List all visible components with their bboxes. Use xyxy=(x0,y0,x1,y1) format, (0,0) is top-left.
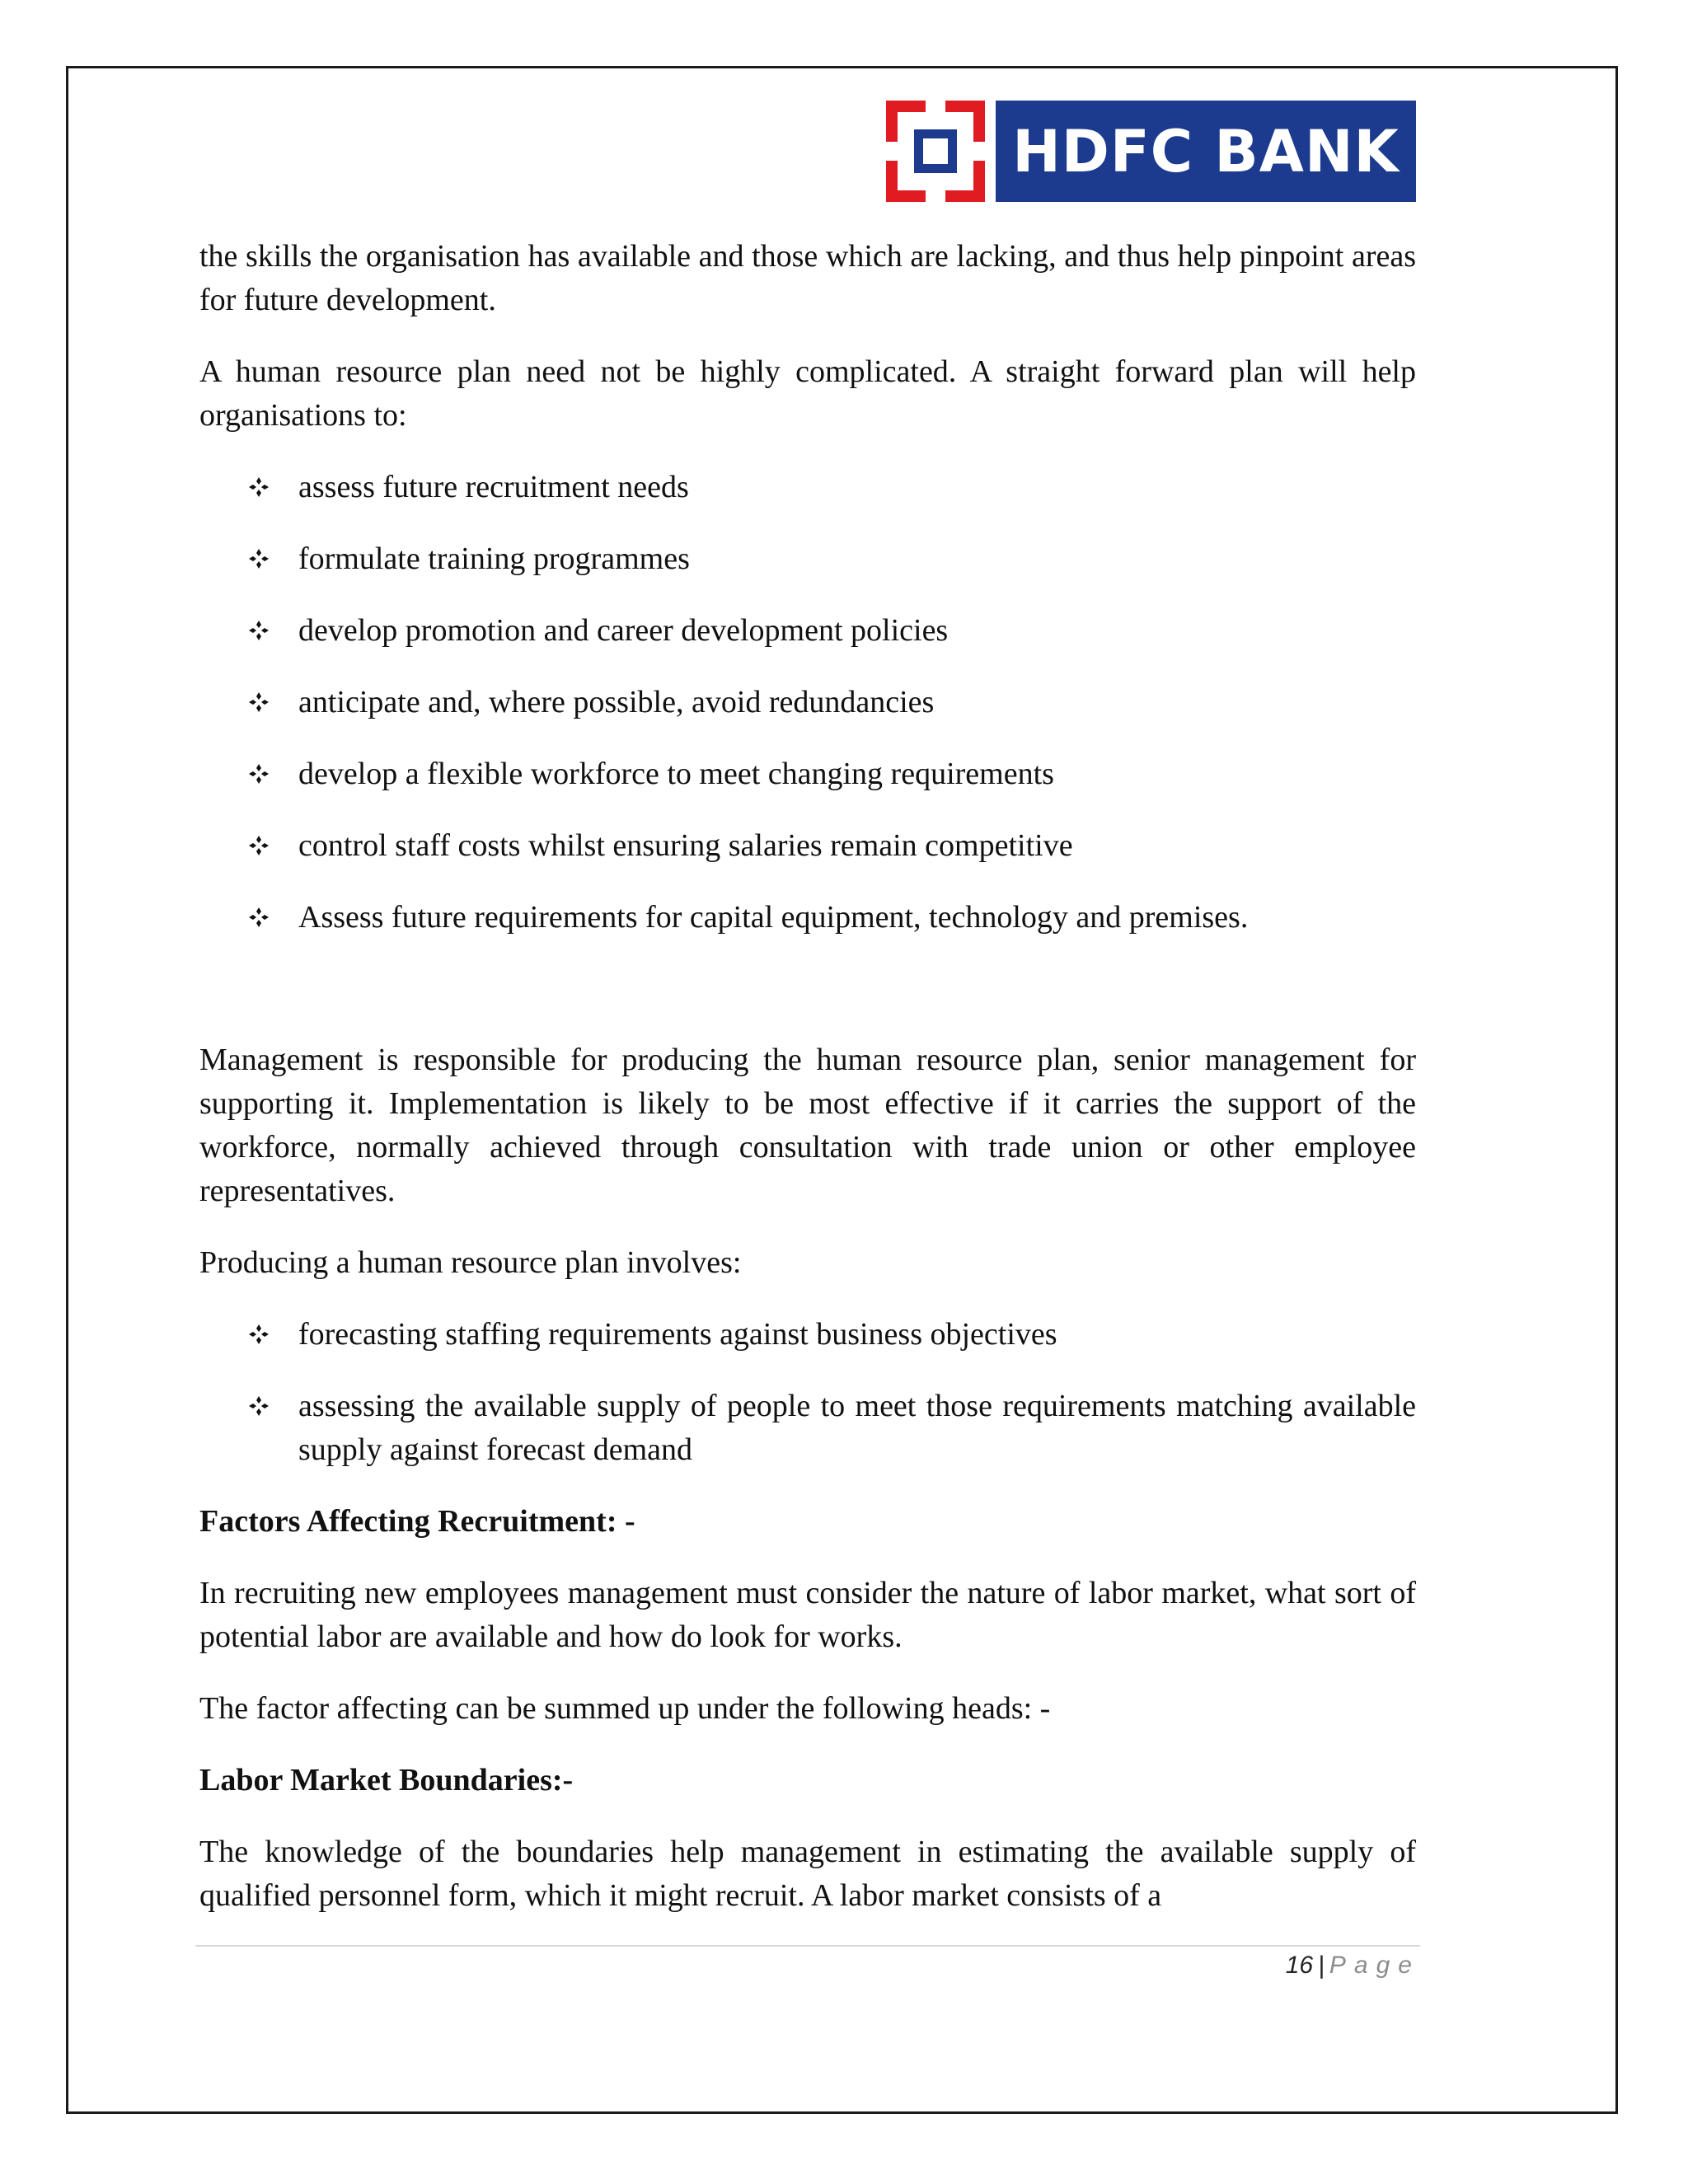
hdfc-logo-mark-icon xyxy=(886,101,985,202)
page-number: 16 xyxy=(1285,1952,1314,1979)
logo-wordmark-box xyxy=(996,101,1416,202)
list-item: assess future recruitment needs xyxy=(199,466,1416,509)
diamond-bullet-icon xyxy=(249,692,269,712)
page-footer xyxy=(1286,1952,1420,1980)
diamond-bullet-icon xyxy=(249,764,269,784)
list-item: control staff costs whilst ensuring salaries remain competitive xyxy=(199,824,1416,868)
paragraph: Producing a human resource plan involves: xyxy=(199,1245,742,1280)
paragraph: The knowledge of the boundaries help management in estimating the available supply of qualified personnel form, which it might recruit. A labor market consists of a xyxy=(199,1835,1416,1913)
paragraph: the skills the organisation has available and those which are lacking, and thus help pinpoint areas for future development. xyxy=(199,239,1416,317)
footer-separator: | xyxy=(1318,1952,1325,1979)
paragraph: In recruiting new employees management must consider the nature of labor market, what sort of potential labor are available and how do look for works. xyxy=(199,1576,1416,1654)
diamond-bullet-icon xyxy=(249,836,269,855)
list-item: Assess future requirements for capital equipment, technology and premises. xyxy=(199,896,1416,940)
diamond-bullet-icon xyxy=(249,907,269,927)
list-item: develop promotion and career development policies xyxy=(199,609,1416,653)
diamond-bullet-icon xyxy=(249,477,269,497)
section-heading: Labor Market Boundaries:- xyxy=(199,1763,574,1797)
logo-text: HDFC BANK xyxy=(1012,117,1400,185)
diamond-bullet-icon xyxy=(249,1324,269,1344)
list-item: assessing the available supply of people to meet those requirements matching available supply against forecast demand xyxy=(199,1385,1416,1472)
hdfc-bank-logo xyxy=(886,101,1400,202)
bullet-list xyxy=(199,1313,1416,1472)
diamond-bullet-icon xyxy=(249,621,269,640)
paragraph: The factor affecting can be summed up under the following heads: - xyxy=(199,1691,1051,1726)
document-body xyxy=(199,235,1416,1918)
bullet-list xyxy=(199,466,1416,940)
section-heading: Factors Affecting Recruitment: - xyxy=(199,1504,635,1539)
paragraph: Management is responsible for producing the human resource plan, senior management for supporting it. Implementation is likely to be most effective if it carries the support of the workforce, normally achieved through consultation with trade union or other employee representatives. xyxy=(199,1043,1416,1208)
footer-divider xyxy=(195,1945,1420,1947)
diamond-bullet-icon xyxy=(249,1396,269,1416)
list-item: formulate training programmes xyxy=(199,537,1416,581)
list-item: anticipate and, where possible, avoid redundancies xyxy=(199,681,1416,724)
diamond-bullet-icon xyxy=(249,549,269,569)
paragraph: A human resource plan need not be highly complicated. A straight forward plan will help organisations to: xyxy=(199,354,1416,433)
list-item: forecasting staffing requirements against business objectives xyxy=(199,1313,1416,1357)
page-label: Page xyxy=(1329,1952,1420,1979)
list-item: develop a flexible workforce to meet changing requirements xyxy=(199,752,1416,796)
